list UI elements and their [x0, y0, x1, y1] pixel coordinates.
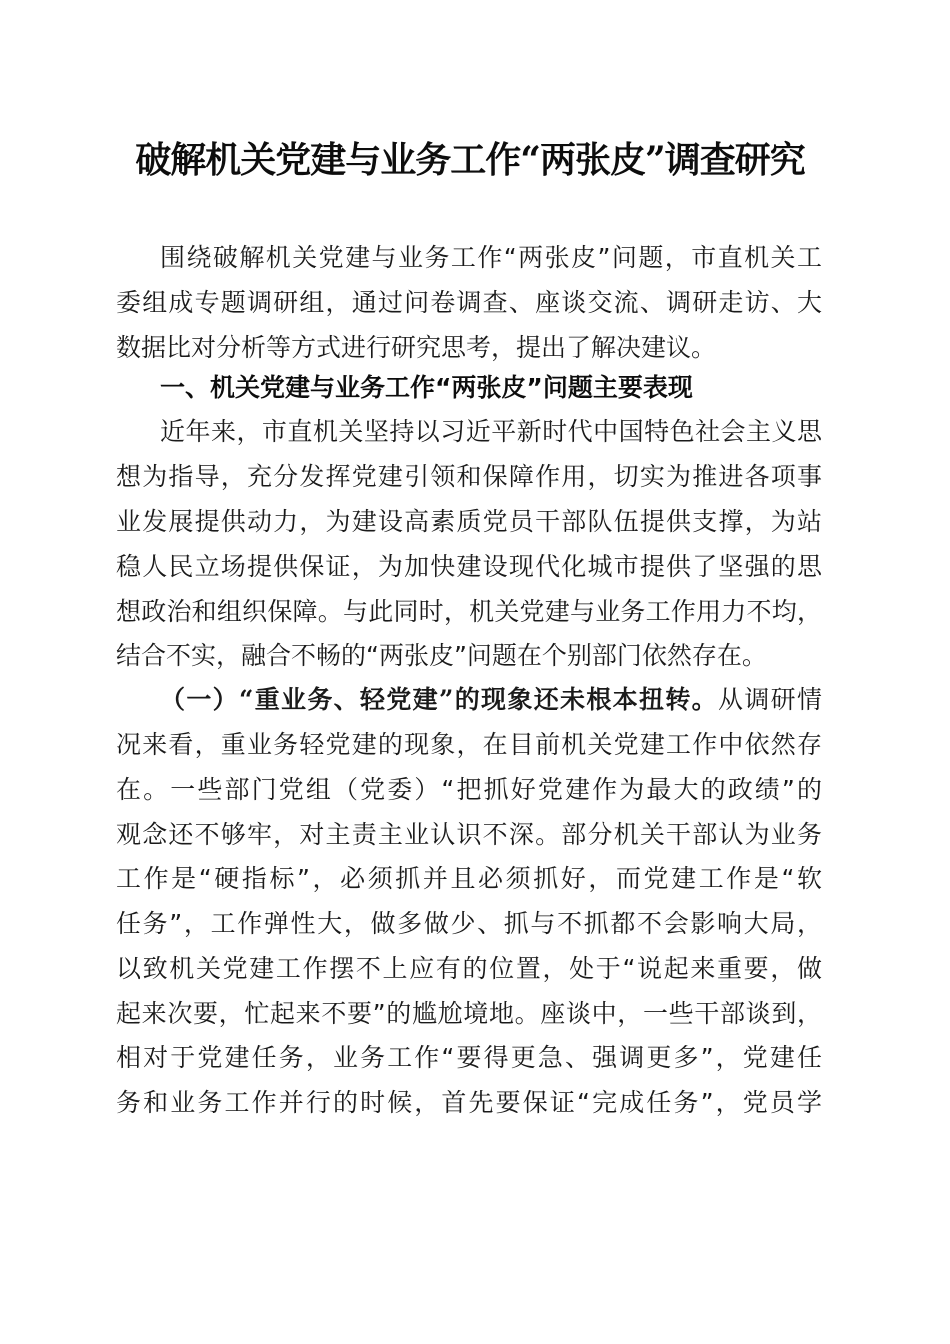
paragraph-line: 起来次要，忙起来不要”的尴尬境地。座谈中，一些干部谈到，	[116, 999, 822, 1028]
intro-line: 委组成专题调研组，通过问卷调查、座谈交流、调研走访、大	[116, 288, 822, 317]
paragraph-line: 相对于党建任务，业务工作“要得更急、强调更多”，党建任	[116, 1043, 822, 1072]
paragraph-line: 况来看，重业务轻党建的现象，在目前机关党建工作中依然存	[116, 730, 822, 759]
paragraph-line: 在。一些部门党组（党委）“把抓好党建作为最大的政绩”的	[116, 775, 822, 804]
paragraph-line: 以致机关党建工作摆不上应有的位置，处于“说起来重要，做	[116, 954, 822, 983]
paragraph-line: 结合不实，融合不畅的“两张皮”问题在个别部门依然存在。	[116, 641, 767, 670]
section-heading: 一、机关党建与业务工作“两张皮”问题主要表现	[160, 373, 693, 402]
intro-line: 围绕破解机关党建与业务工作“两张皮”问题，市直机关工	[160, 243, 822, 272]
paragraph-line: 业发展提供动力，为建设高素质党员干部队伍提供支撑，为站	[116, 507, 822, 536]
subsection-heading: （一）“重业务、轻党建”的现象还未根本扭转。	[160, 685, 718, 714]
intro-line: 数据比对分析等方式进行研究思考，提出了解决建议。	[116, 333, 717, 362]
paragraph-line: 观念还不够牢，对主责主业认识不深。部分机关干部认为业务	[116, 820, 822, 849]
document-title: 破解机关党建与业务工作“两张皮”调查研究	[135, 139, 805, 181]
paragraph-line: 稳人民立场提供保证，为加快建设现代化城市提供了坚强的思	[116, 552, 822, 581]
paragraph-line: 工作是“硬指标”，必须抓并且必须抓好，而党建工作是“软	[116, 864, 822, 893]
paragraph-line: 任务”，工作弹性大，做多做少、抓与不抓都不会影响大局，	[116, 909, 822, 938]
paragraph-line: 务和业务工作并行的时候，首先要保证“完成任务”，党员学	[116, 1088, 822, 1117]
paragraph-line: 想为指导，充分发挥党建引领和保障作用，切实为推进各项事	[116, 462, 822, 491]
paragraph-line: 想政治和组织保障。与此同时，机关党建与业务工作用力不均，	[116, 597, 822, 626]
subsection-first-line	[160, 678, 822, 722]
subsection-text: 从调研情	[718, 685, 822, 714]
paragraph-line: 近年来，市直机关坚持以习近平新时代中国特色社会主义思	[160, 417, 822, 446]
